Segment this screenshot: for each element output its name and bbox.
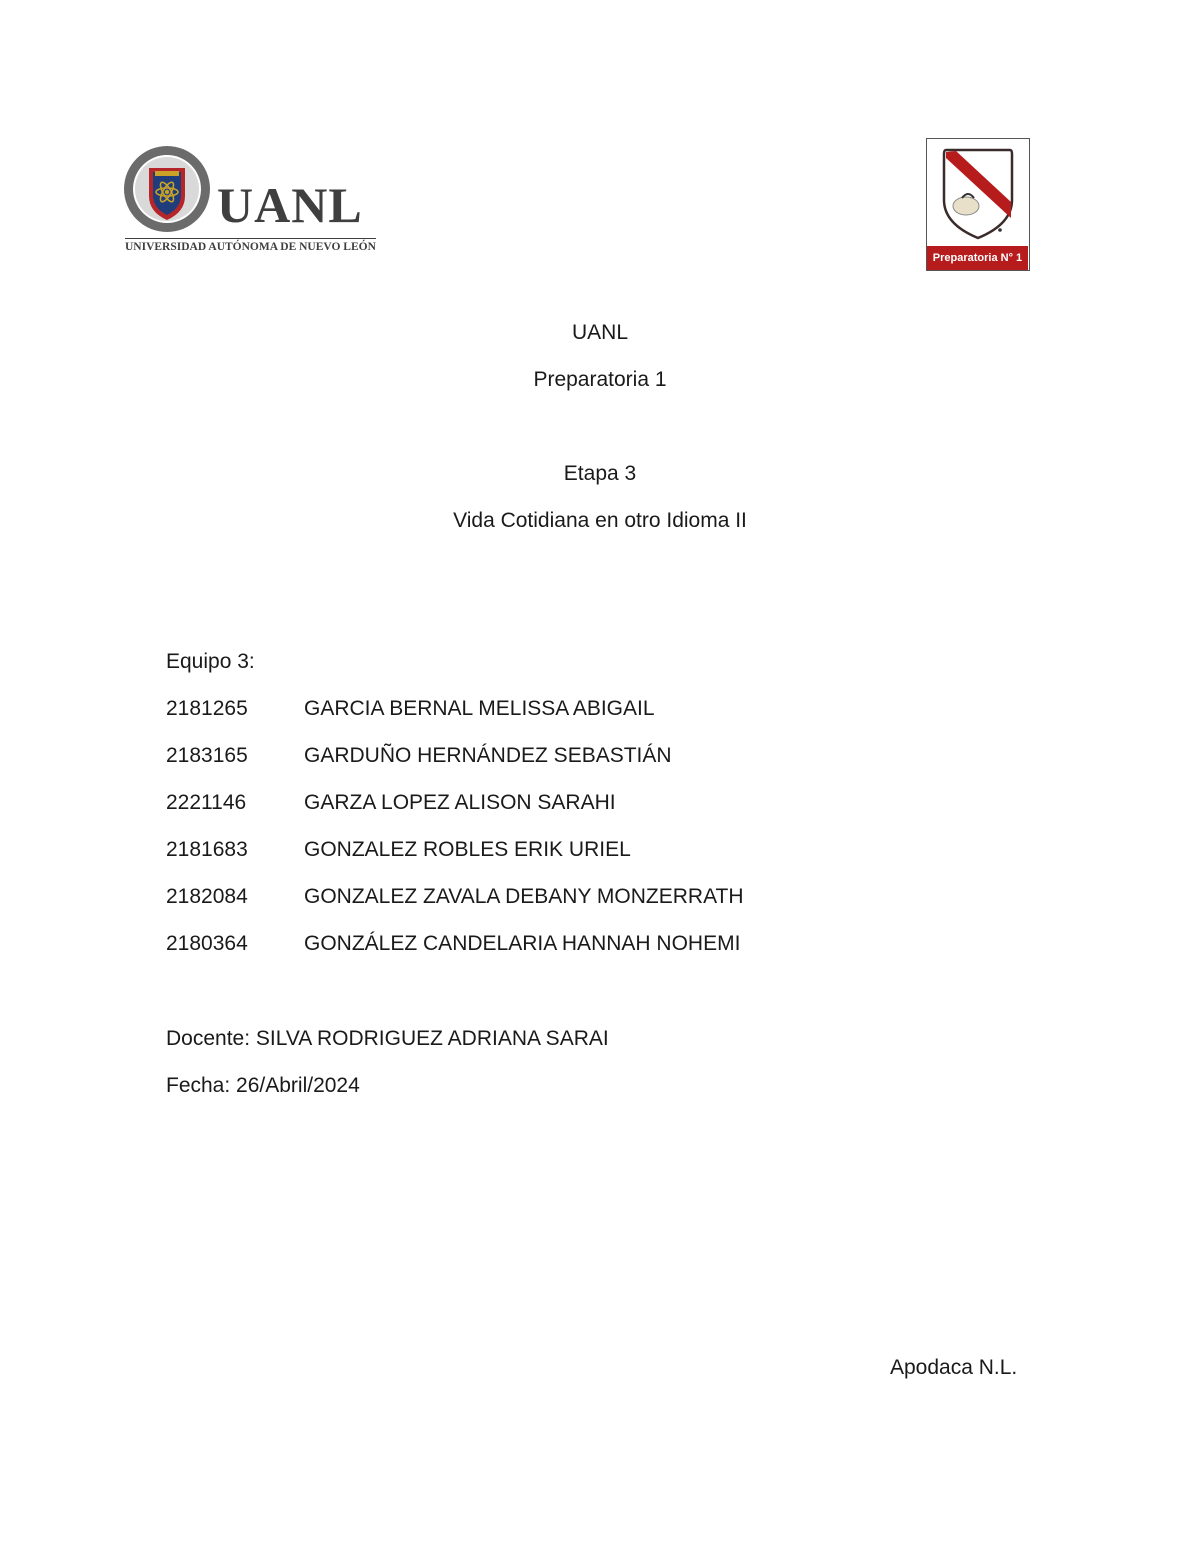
prepa-banner: Preparatoria N° 1 xyxy=(927,246,1028,270)
school-title: Preparatoria 1 xyxy=(533,368,667,391)
member-id: 2221146 xyxy=(166,791,247,814)
uanl-wordmark: UANL xyxy=(217,177,363,233)
member-id: 2181265 xyxy=(166,697,248,720)
uanl-logo xyxy=(122,142,376,260)
member-name: GARCIA BERNAL MELISSA ABIGAIL xyxy=(304,697,655,720)
stage-title: Etapa 3 xyxy=(563,462,637,485)
member-name: GONZÁLEZ CANDELARIA HANNAH NOHEMI xyxy=(304,932,741,955)
date-line: Fecha: 26/Abril/2024 xyxy=(166,1074,360,1097)
uanl-seal-icon xyxy=(122,144,212,234)
member-name: GARDUÑO HERNÁNDEZ SEBASTIÁN xyxy=(304,744,672,767)
teacher-line: Docente: SILVA RODRIGUEZ ADRIANA SARAI xyxy=(166,1027,609,1050)
university-title: UANL xyxy=(571,321,629,344)
prepa-logo xyxy=(926,138,1030,271)
member-name: GARZA LOPEZ ALISON SARAHI xyxy=(304,791,616,814)
team-label: Equipo 3: xyxy=(166,650,255,673)
member-name: GONZALEZ ZAVALA DEBANY MONZERRATH xyxy=(304,885,744,908)
prepa-shield-icon xyxy=(928,140,1028,244)
member-id: 2180364 xyxy=(166,932,248,955)
member-id: 2182084 xyxy=(166,885,248,908)
member-name: GONZALEZ ROBLES ERIK URIEL xyxy=(304,838,631,861)
member-id: 2181683 xyxy=(166,838,248,861)
member-id: 2183165 xyxy=(166,744,248,767)
uanl-subtitle: UNIVERSIDAD AUTÓNOMA DE NUEVO LEÓN xyxy=(125,238,376,253)
subject-title: Vida Cotidiana en otro Idioma II xyxy=(453,509,747,532)
place-line: Apodaca N.L. xyxy=(890,1356,1018,1379)
